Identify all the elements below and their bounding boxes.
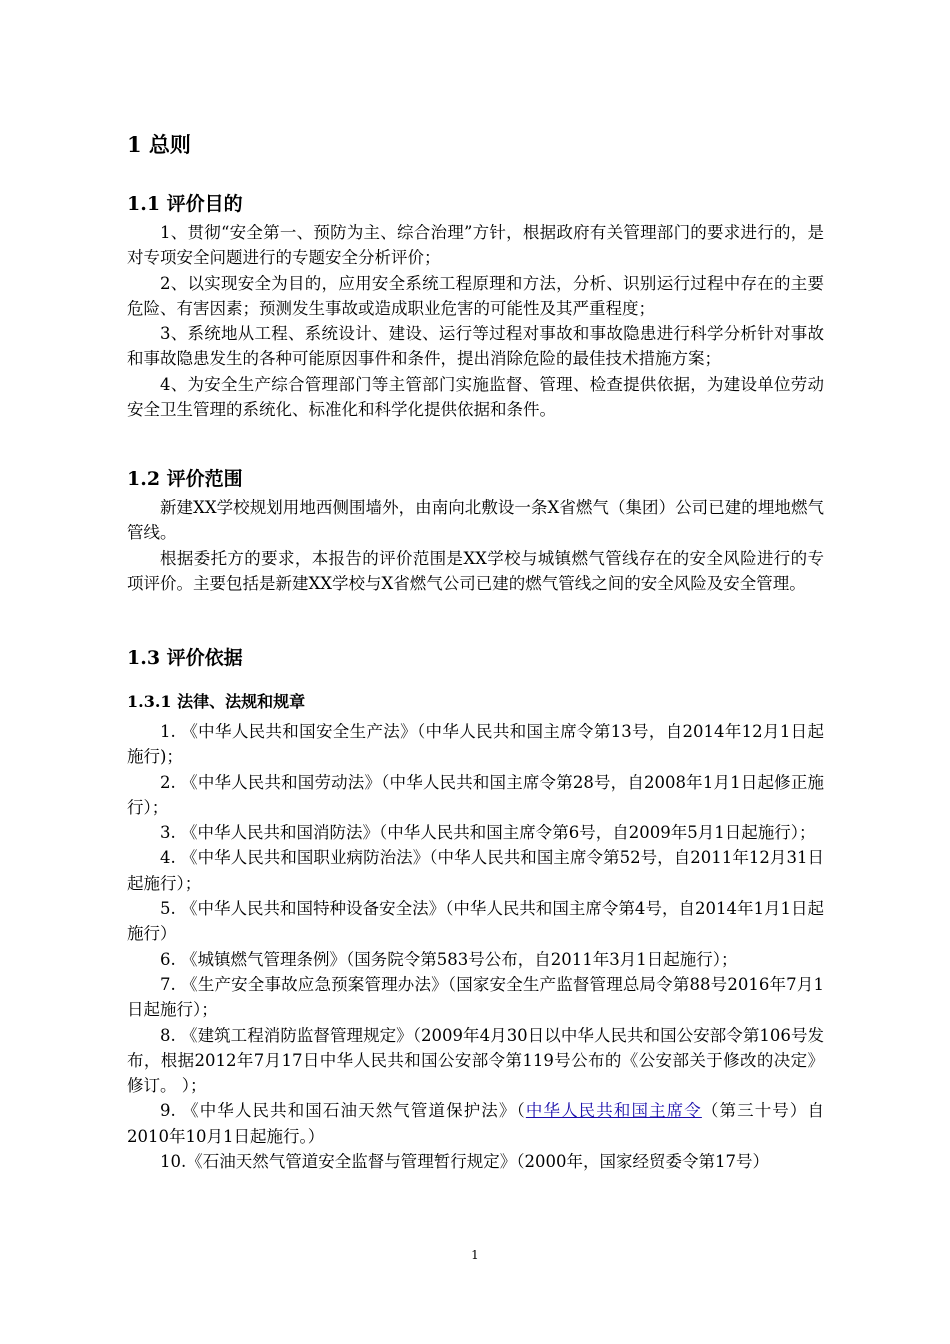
list-item <box>127 1098 824 1149</box>
list-item: 10.《石油天然气管道安全监督与管理暂行规定》（2000年，国家经贸委令第17号） <box>160 1152 769 1172</box>
section-1-3-title: 1.3 评价依据 <box>127 647 243 669</box>
paragraph: 1、贯彻“安全第一、预防为主、综合治理”方针，根据政府有关管理部门的要求进行的，是对专项安全问题进行的专题安全分析评价； <box>127 223 824 268</box>
page-number: 1 <box>471 1248 479 1262</box>
section-1-3-1-title: 1.3.1 法律、法规和规章 <box>127 692 306 711</box>
list-item-text: （第三十号）自2010年10月1日起施行。） <box>127 1101 824 1146</box>
presidential-order-link[interactable]: 中华人民共和国主席令 <box>525 1101 702 1121</box>
list-item: 3. 《中华人民共和国消防法》（中华人民共和国主席令第6号，自2009年5月1日起施行）； <box>160 823 816 843</box>
list-item: 8. 《建筑工程消防监督管理规定》（2009年4月30日以中华人民共和国公安部令第106号发布，根据2012年7月17日中华人民共和国公安部令第119号公布的《公安部关于修改的决定》修订。 ）； <box>127 1025 824 1096</box>
chapter-title: 1 总则 <box>127 132 191 157</box>
list-item: 4. 《中华人民共和国职业病防治法》（中华人民共和国主席令第52号，自2011年12月31日起施行）； <box>127 848 824 893</box>
section-1-2-title: 1.2 评价范围 <box>127 468 243 490</box>
paragraph: 2、以实现安全为目的，应用安全系统工程原理和方法，分析、识别运行过程中存在的主要危险、有害因素；预测发生事故或造成职业危害的可能性及其严重程度； <box>127 273 824 318</box>
paragraph: 新建XX学校规划用地西侧围墙外，由南向北敷设一条X省燃气（集团）公司已建的埋地燃气管线。 <box>127 498 824 543</box>
section-1-1-title: 1.1 评价目的 <box>127 193 243 215</box>
list-item: 7. 《生产安全事故应急预案管理办法》（国家安全生产监督管理总局令第88号2016年7月1日起施行）； <box>127 974 824 1020</box>
list-item: 5. 《中华人民共和国特种设备安全法》（中华人民共和国主席令第4号，自2014年1月1日起施行） <box>127 899 824 944</box>
regulation-list <box>127 719 824 1174</box>
list-item: 1. 《中华人民共和国安全生产法》（中华人民共和国主席令第13号，自2014年12月1日起施行)； <box>127 722 824 767</box>
section-1-1-body <box>127 220 824 422</box>
list-item: 2. 《中华人民共和国劳动法》（中华人民共和国主席令第28号，自2008年1月1日起修正施行）； <box>127 772 824 817</box>
paragraph: 4、为安全生产综合管理部门等主管部门实施监督、管理、检查提供依据，为建设单位劳动安全卫生管理的系统化、标准化和科学化提供依据和条件。 <box>127 374 824 420</box>
list-item: 6. 《城镇燃气管理条例》（国务院令第583号公布，自2011年3月1日起施行）； <box>160 949 738 969</box>
paragraph: 根据委托方的要求，本报告的评价范围是XX学校与城镇燃气管线存在的安全风险进行的专项评价。主要包括是新建XX学校与X省燃气公司已建的燃气管线之间的安全风险及安全管理。 <box>127 548 824 593</box>
paragraph: 3、系统地从工程、系统设计、建设、运行等过程对事故和事故隐患进行科学分析针对事故和事故隐患发生的各种可能原因事件和条件，提出消除危险的最佳技术措施方案； <box>127 324 824 369</box>
section-1-2-body <box>127 495 824 596</box>
list-item-text: 9. 《中华人民共和国石油天然气管道保护法》（ <box>160 1101 526 1121</box>
